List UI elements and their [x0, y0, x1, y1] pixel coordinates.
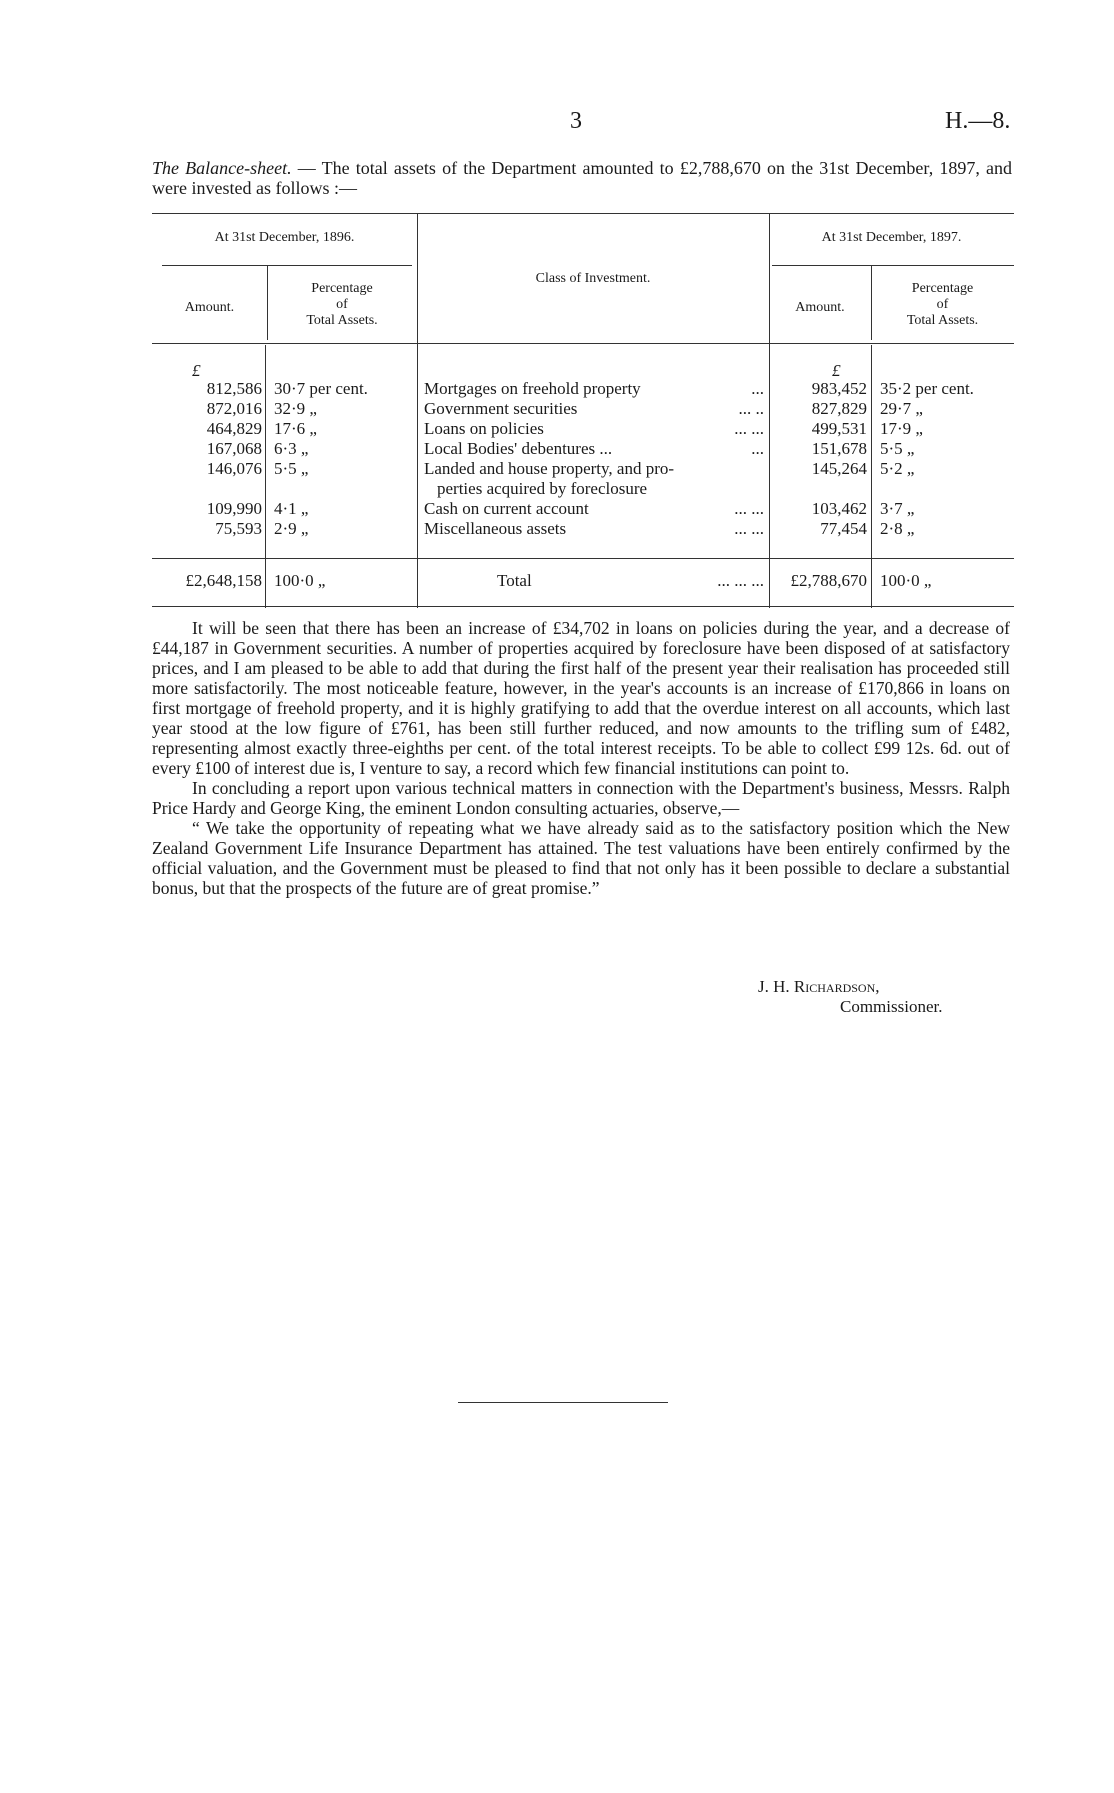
currency-mark-1897: £: [832, 361, 841, 380]
signature-title: Commissioner.: [840, 997, 943, 1016]
leader-dots: ... ... ...: [717, 571, 764, 590]
header-percentage-1897: Percentage of Total Assets.: [906, 281, 979, 328]
investment-class: Cash on current account: [424, 499, 589, 518]
amount-1896: 75,593: [215, 519, 262, 538]
percentage-1897: 35·2 per cent.: [880, 379, 974, 398]
signature-initials: J. H.: [758, 977, 790, 996]
investment-class: Government securities: [424, 399, 578, 418]
percentage-1897: 29·7 „: [880, 399, 923, 418]
amount-1896: 167,068: [206, 439, 262, 458]
leader-dots: ...: [751, 439, 764, 458]
closing-rule: [458, 1402, 668, 1403]
amount-1897: 77,454: [820, 519, 867, 538]
investment-class: Miscellaneous assets: [424, 519, 567, 538]
header-1897: At 31st December, 1897.: [821, 230, 962, 245]
amount-1897: 151,678: [811, 439, 867, 458]
intro-paragraph: [152, 158, 1012, 198]
amount-1896: 146,076: [206, 459, 262, 478]
percentage-1896: 2·9 „: [274, 519, 309, 538]
document-reference: H.—8.: [945, 108, 1011, 134]
table-bottom-rule: [152, 606, 1014, 607]
percentage-1896: 4·1 „: [274, 499, 309, 518]
leader-dots: ... ...: [734, 499, 764, 518]
amount-1896: 812,586: [206, 379, 262, 398]
leader-dots: ... ..: [738, 399, 764, 418]
investment-class: Local Bodies' debentures ...: [424, 439, 613, 458]
total-percentage-1897: 100·0 „: [880, 571, 932, 590]
percentage-1896: 6·3 „: [274, 439, 309, 458]
amount-1897: 983,452: [811, 379, 867, 398]
amount-1897: 499,531: [811, 419, 867, 438]
percentage-1896: 30·7 per cent.: [274, 379, 368, 398]
amount-1896: 464,829: [206, 419, 262, 438]
paragraph-actuaries-intro: In concluding a report upon various technical matters in connection with the Department's business, Messrs. Ralph Price Hardy and George King, the eminent London consulting actuaries, observe,—: [152, 778, 1010, 818]
left-group-rule: [162, 265, 412, 266]
leader-dots: ... ...: [734, 419, 764, 438]
header-amount-1896: Amount.: [184, 300, 235, 315]
amount-1897: 103,462: [811, 499, 867, 518]
header-amount-1897: Amount.: [795, 300, 845, 315]
currency-mark-1896: £: [192, 361, 201, 380]
percentage-1896: 17·6 „: [274, 419, 317, 438]
amount-1896: 109,990: [206, 499, 262, 518]
percentage-1897: 2·8 „: [880, 519, 915, 538]
leader-dots: ...: [751, 379, 764, 398]
header-bottom-rule: [152, 343, 1014, 344]
amount-1896: 872,016: [206, 399, 262, 418]
investment-table: [152, 213, 1014, 608]
amount-1897: 145,264: [811, 459, 867, 478]
investment-class: Landed and house property, and pro-: [424, 459, 675, 478]
signature-name: [758, 977, 880, 997]
table-top-rule: [152, 213, 1014, 214]
percentage-1897: 17·9 „: [880, 419, 923, 438]
header-percentage-1896: Percentage of Total Assets.: [306, 281, 378, 328]
paragraph-loans-and-interest: It will be seen that there has been an increase of £34,702 in loans on policies during the year, and a decrease of £44,187 in Government securities. A number of properties acquired by foreclosure have been disposed of at satisfactory prices, and I am pleased to be able to add that during the first half of the present year their realisation has proceeded still more satisfactorily. The most noticeable feature, however, in the year's accounts is an increase of £170,866 in loans on first mortgage of freehold property, and it is highly gratifying to add that the overdue interest on all accounts, which last year stood at the low figure of £761, has been still further reduced, and now amounts to the trifling sum of £482, representing almost exactly three-eighths per cent. of the total interest receipts. To be able to collect £99 12s. 6d. out of every £100 of interest due is, I venture to say, a record which few financial institutions can point to.: [152, 618, 1010, 778]
percentage-1897: 5·2 „: [880, 459, 915, 478]
header-class-of-investment: Class of Investment.: [535, 271, 651, 286]
page-number: 3: [570, 108, 582, 134]
total-label: Total: [497, 571, 532, 590]
right-group-rule: [772, 265, 1014, 266]
report-body: [152, 618, 1010, 898]
amount-1897: 827,829: [811, 399, 867, 418]
total-amount-1897: £2,788,670: [790, 571, 867, 590]
right-amount-divider: [871, 345, 872, 608]
leader-dots: ... ...: [734, 519, 764, 538]
total-percentage-1896: 100·0 „: [274, 571, 326, 590]
left-amount-divider: [265, 345, 266, 608]
signature-surname: Richardson,: [793, 977, 880, 996]
investment-class: Mortgages on freehold property: [424, 379, 641, 398]
section-heading: The Balance-sheet.: [152, 158, 292, 178]
paragraph-actuaries-quote: “ We take the opportunity of repeating what we have already said as to the satisfactory position which the New Zealand Government Life Insurance Department has attained. The test valuations have been entirely confirmed by the official valuation, and the Government must be pleased to find that not only has it been possible to declare a substantial bonus, but that the prospects of the future are of great promise.”: [152, 818, 1010, 898]
percentage-1897: 5·5 „: [880, 439, 915, 458]
total-amount-1896: £2,648,158: [185, 571, 262, 590]
total-top-rule: [152, 558, 1014, 559]
percentage-1896: 5·5 „: [274, 459, 309, 478]
investment-class: Loans on policies: [424, 419, 544, 438]
header-1896: At 31st December, 1896.: [214, 230, 355, 245]
percentage-1896: 32·9 „: [274, 399, 317, 418]
percentage-1897: 3·7 „: [880, 499, 915, 518]
intro-text: — The total assets of the Department amounted to £2,788,670 on the 31st December, 1897, and were invested as follows :—: [152, 158, 1013, 198]
investment-class-continued: perties acquired by foreclosure: [437, 479, 648, 498]
right-class-divider: [769, 213, 770, 608]
